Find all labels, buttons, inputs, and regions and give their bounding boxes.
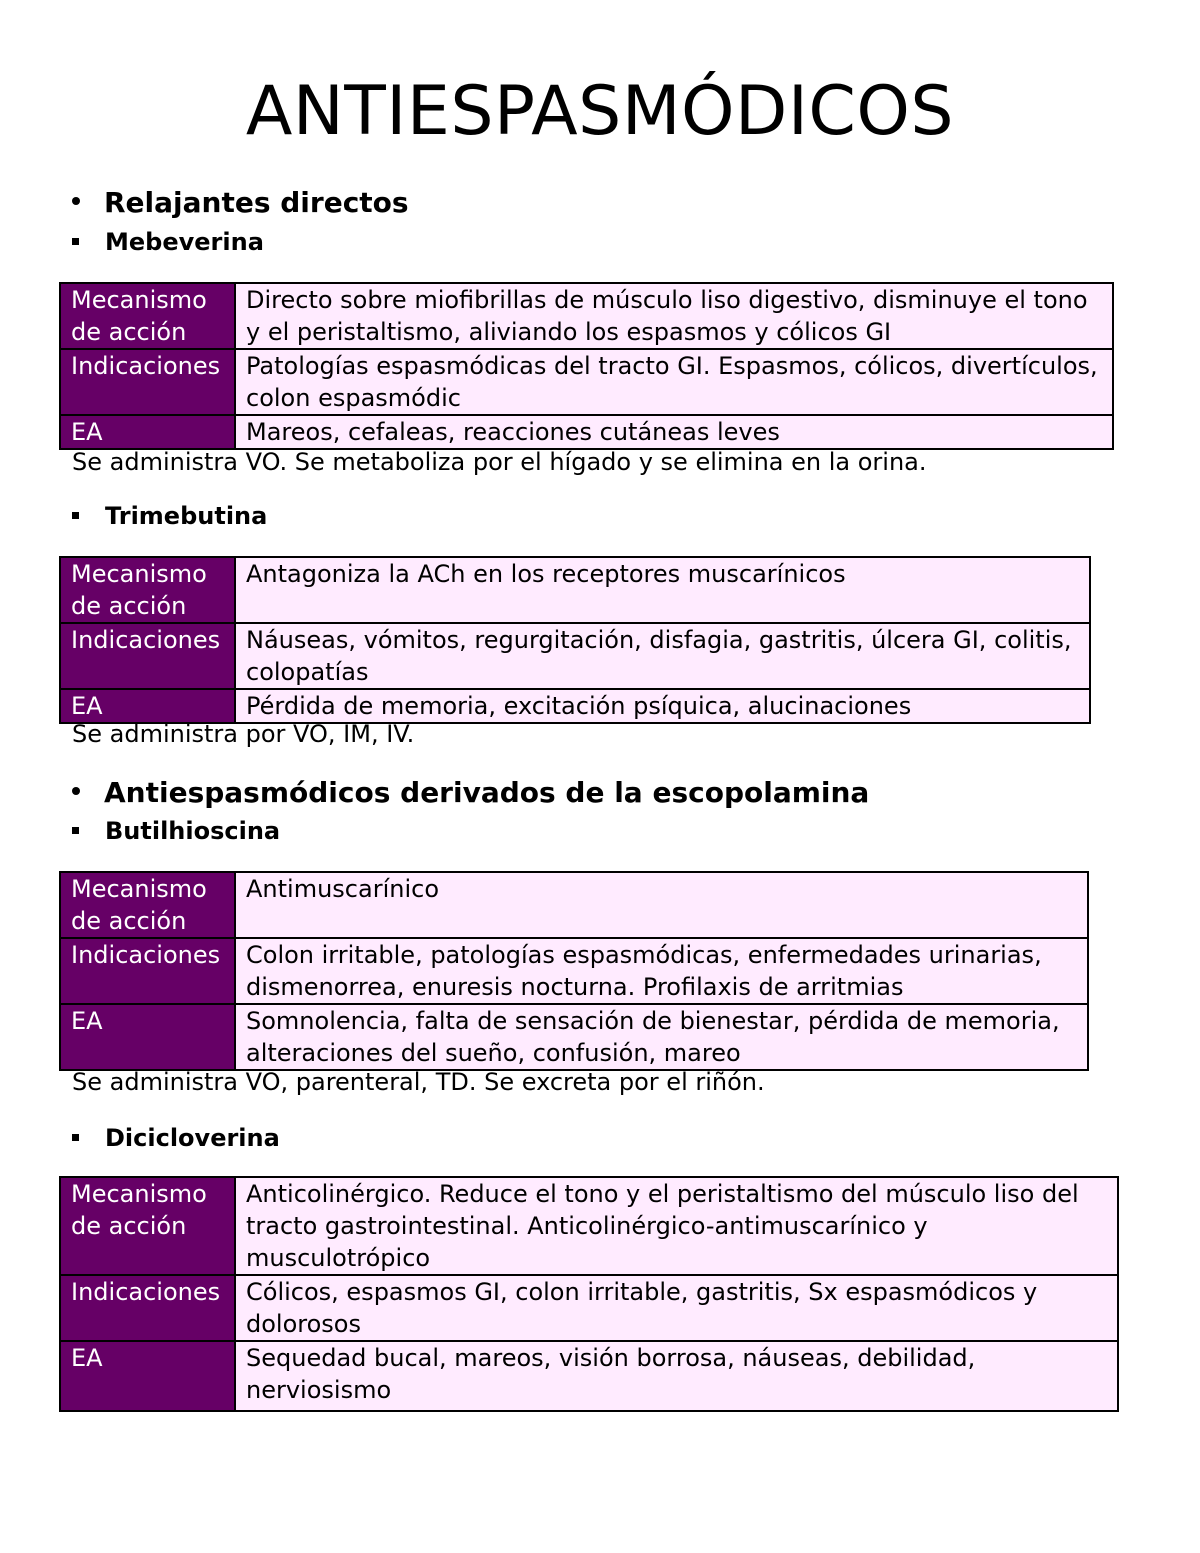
section-heading-label: Antiespasmódicos derivados de la escopolamina: [104, 776, 870, 809]
table-row: [60, 872, 1088, 938]
row-value: Mareos, cefaleas, reacciones cutáneas leves: [235, 415, 1113, 449]
row-value: Sequedad bucal, mareos, visión borrosa, náuseas, debilidad, nerviosismo: [235, 1341, 1118, 1411]
row-value: Antagoniza la ACh en los receptores muscarínicos: [235, 557, 1090, 623]
table-row: [60, 623, 1090, 689]
drug-table-butilhioscina: [59, 871, 1089, 1071]
row-label: Mecanismo de acción: [60, 557, 235, 623]
drug-table-dicicloverina: [59, 1176, 1119, 1412]
row-label: Indicaciones: [60, 1275, 235, 1341]
administration-note: Se administra VO. Se metaboliza por el hígado y se elimina en la orina.: [72, 448, 927, 476]
row-label: EA: [60, 689, 235, 723]
table-row: [60, 1004, 1088, 1070]
drug-heading-trimebutina: [72, 501, 267, 531]
bullet-dot-icon: [72, 787, 80, 795]
administration-note: Se administra VO, parenteral, TD. Se excreta por el riñón.: [72, 1068, 765, 1096]
table-row: [60, 415, 1113, 449]
table-row: [60, 557, 1090, 623]
row-value: Antimuscarínico: [235, 872, 1088, 938]
drug-table-trimebutina: [59, 556, 1091, 724]
row-label: Mecanismo de acción: [60, 1177, 235, 1275]
row-label: Indicaciones: [60, 349, 235, 415]
row-value: Pérdida de memoria, excitación psíquica, alucinaciones: [235, 689, 1090, 723]
row-label: Indicaciones: [60, 938, 235, 1004]
drug-name: Butilhioscina: [105, 817, 281, 845]
row-label: EA: [60, 1341, 235, 1411]
table-row: [60, 1275, 1118, 1341]
section-heading-escopolamina: [72, 776, 869, 810]
drug-name: Trimebutina: [105, 502, 268, 530]
row-label: Mecanismo de acción: [60, 872, 235, 938]
bullet-square-icon: [72, 238, 79, 245]
section-heading-label: Relajantes directos: [104, 186, 409, 219]
table-row: [60, 938, 1088, 1004]
administration-note: Se administra por VO, IM, IV.: [72, 720, 415, 748]
drug-name: Dicicloverina: [105, 1124, 280, 1152]
row-value: Somnolencia, falta de sensación de bienestar, pérdida de memoria, alteraciones del sueño, confusión, mareo: [235, 1004, 1088, 1070]
row-label: Mecanismo de acción: [60, 283, 235, 349]
drug-heading-mebeverina: [72, 227, 264, 257]
bullet-square-icon: [72, 827, 79, 834]
bullet-square-icon: [72, 1134, 79, 1141]
row-value: Patologías espasmódicas del tracto GI. Espasmos, cólicos, divertículos, colon espasmódic: [235, 349, 1113, 415]
row-value: Colon irritable, patologías espasmódicas, enfermedades urinarias, dismenorrea, enuresis nocturna. Profilaxis de arritmias: [235, 938, 1088, 1004]
row-value: Cólicos, espasmos GI, colon irritable, gastritis, Sx espasmódicos y dolorosos: [235, 1275, 1118, 1341]
bullet-dot-icon: [72, 197, 80, 205]
row-value: Náuseas, vómitos, regurgitación, disfagia, gastritis, úlcera GI, colitis, colopatías: [235, 623, 1090, 689]
table-row: [60, 349, 1113, 415]
row-value: Anticolinérgico. Reduce el tono y el peristaltismo del músculo liso del tracto gastrointestinal. Anticolinérgico-antimuscarínico y musculotrópico: [235, 1177, 1118, 1275]
drug-name: Mebeverina: [105, 228, 264, 256]
page-title: ANTIESPASMÓDICOS: [245, 72, 955, 151]
row-label: EA: [60, 415, 235, 449]
table-row: [60, 1341, 1118, 1411]
row-value: Directo sobre miofibrillas de músculo liso digestivo, disminuye el tono y el peristaltismo, aliviando los espasmos y cólicos GI: [235, 283, 1113, 349]
drug-heading-butilhioscina: [72, 816, 280, 846]
drug-table-mebeverina: [59, 282, 1114, 450]
bullet-square-icon: [72, 512, 79, 519]
table-row: [60, 1177, 1118, 1275]
table-row: [60, 283, 1113, 349]
row-label: Indicaciones: [60, 623, 235, 689]
drug-heading-dicicloverina: [72, 1123, 280, 1153]
section-heading-relajantes: [72, 186, 409, 220]
row-label: EA: [60, 1004, 235, 1070]
